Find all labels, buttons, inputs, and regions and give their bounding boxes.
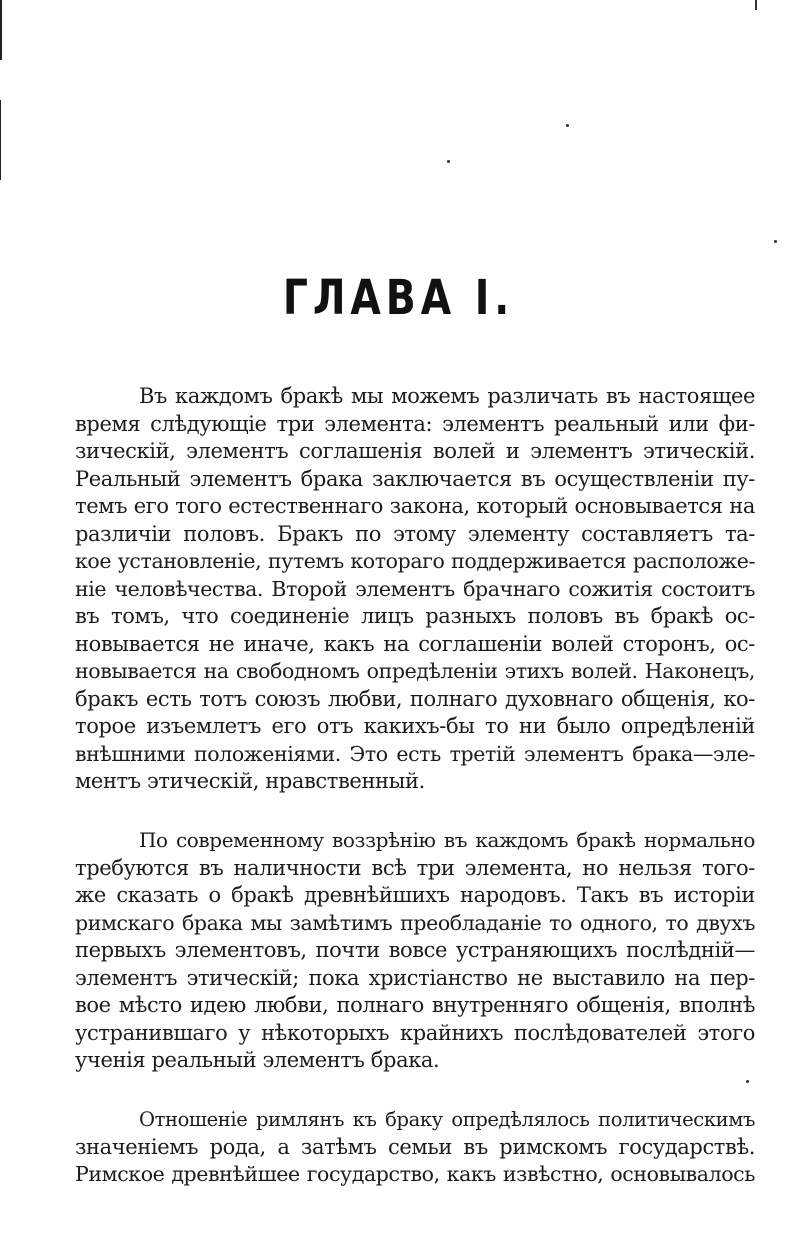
scan-speck <box>447 160 450 163</box>
paragraph-3 <box>75 1106 755 1189</box>
text-line: Отношеніе римлянъ къ браку опредѣлялось политическимъ <box>139 1108 755 1131</box>
text-line: значеніемъ рода, а затѣмъ семьи въ римскомъ государствѣ. <box>75 1134 755 1159</box>
text-line: вое мѣсто идею любви, полнаго внутренняго общенія, вполнѣ <box>75 993 755 1017</box>
text-line: внѣшними положеніями. Это есть третій элементъ брака—эле- <box>75 741 755 766</box>
chapter-title: ГЛАВА I. <box>282 270 515 326</box>
text-line: элементъ этическій; пока христіанство не выставило на пер- <box>75 965 755 990</box>
text-line: темъ его того естественнаго закона, который основывается на <box>75 494 755 518</box>
text-line: Римское древнѣйшее государство, какъ извѣстно, основывалось <box>75 1162 755 1186</box>
text-line: ученія реальный элементъ брака. <box>75 1048 440 1072</box>
text-line: же сказать о бракѣ древнѣйшихъ народовъ. Такъ въ исторіи <box>75 883 755 907</box>
text-line: Реальный элементъ брака заключается въ осуществленіи пу- <box>75 466 755 491</box>
text-line: устранившаго у нѣкоторыхъ крайнихъ послѣдователей этого <box>75 1020 755 1045</box>
text-line: различіи половъ. Бракъ по этому элементу составляетъ та- <box>75 521 755 546</box>
scan-speck <box>746 1080 749 1083</box>
text-line: Въ каждомъ бракѣ мы можемъ различать въ настоящее <box>139 384 755 408</box>
text-line: римскаго брака мы замѣтимъ преобладаніе то одного, то двухъ <box>75 910 755 935</box>
text-line: По современному воззрѣнію въ каждомъ бракѣ нормально <box>139 828 755 852</box>
text-line: время слѣдующіе три элемента: элементъ реальный или фи- <box>75 411 755 436</box>
paragraph-2 <box>75 827 755 1075</box>
text-line: бракъ есть тотъ союзъ любви, полнаго духовнаго общенія, ко- <box>75 686 755 711</box>
text-line: зическій, элементъ соглашенія волей и элементъ этическій. <box>75 439 755 463</box>
scan-speck <box>566 124 569 127</box>
text-line: кое установленіе, путемъ котораго поддерживается расположе- <box>75 549 755 573</box>
text-line: новывается на свободномъ опредѣленіи этихъ волей. Наконецъ, <box>75 659 755 683</box>
scan-speck <box>774 240 777 243</box>
paragraph-1 <box>75 383 755 796</box>
page-edge-mark <box>0 0 2 60</box>
scan-tick-mark <box>755 0 757 10</box>
text-line: требуются въ наличности всѣ три элемента, но нельзя того- <box>75 855 755 880</box>
text-line: въ томъ, что соединеніе лицъ разныхъ половъ въ бракѣ ос- <box>75 604 755 628</box>
page-edge-mark <box>0 100 1 180</box>
text-line: первыхъ элементовъ, почти вовсе устраняющихъ послѣдній— <box>75 938 755 962</box>
text-line: новывается не иначе, какъ на соглашеніи волей сторонъ, ос- <box>75 631 755 656</box>
text-line: ментъ этическій, нравственный. <box>75 769 425 793</box>
text-line: торое изъемлетъ его отъ какихъ-бы то ни было опредѣленій <box>75 714 755 738</box>
text-line: ніе человѣчества. Второй элементъ брачнаго сожитія состоитъ <box>75 576 755 601</box>
